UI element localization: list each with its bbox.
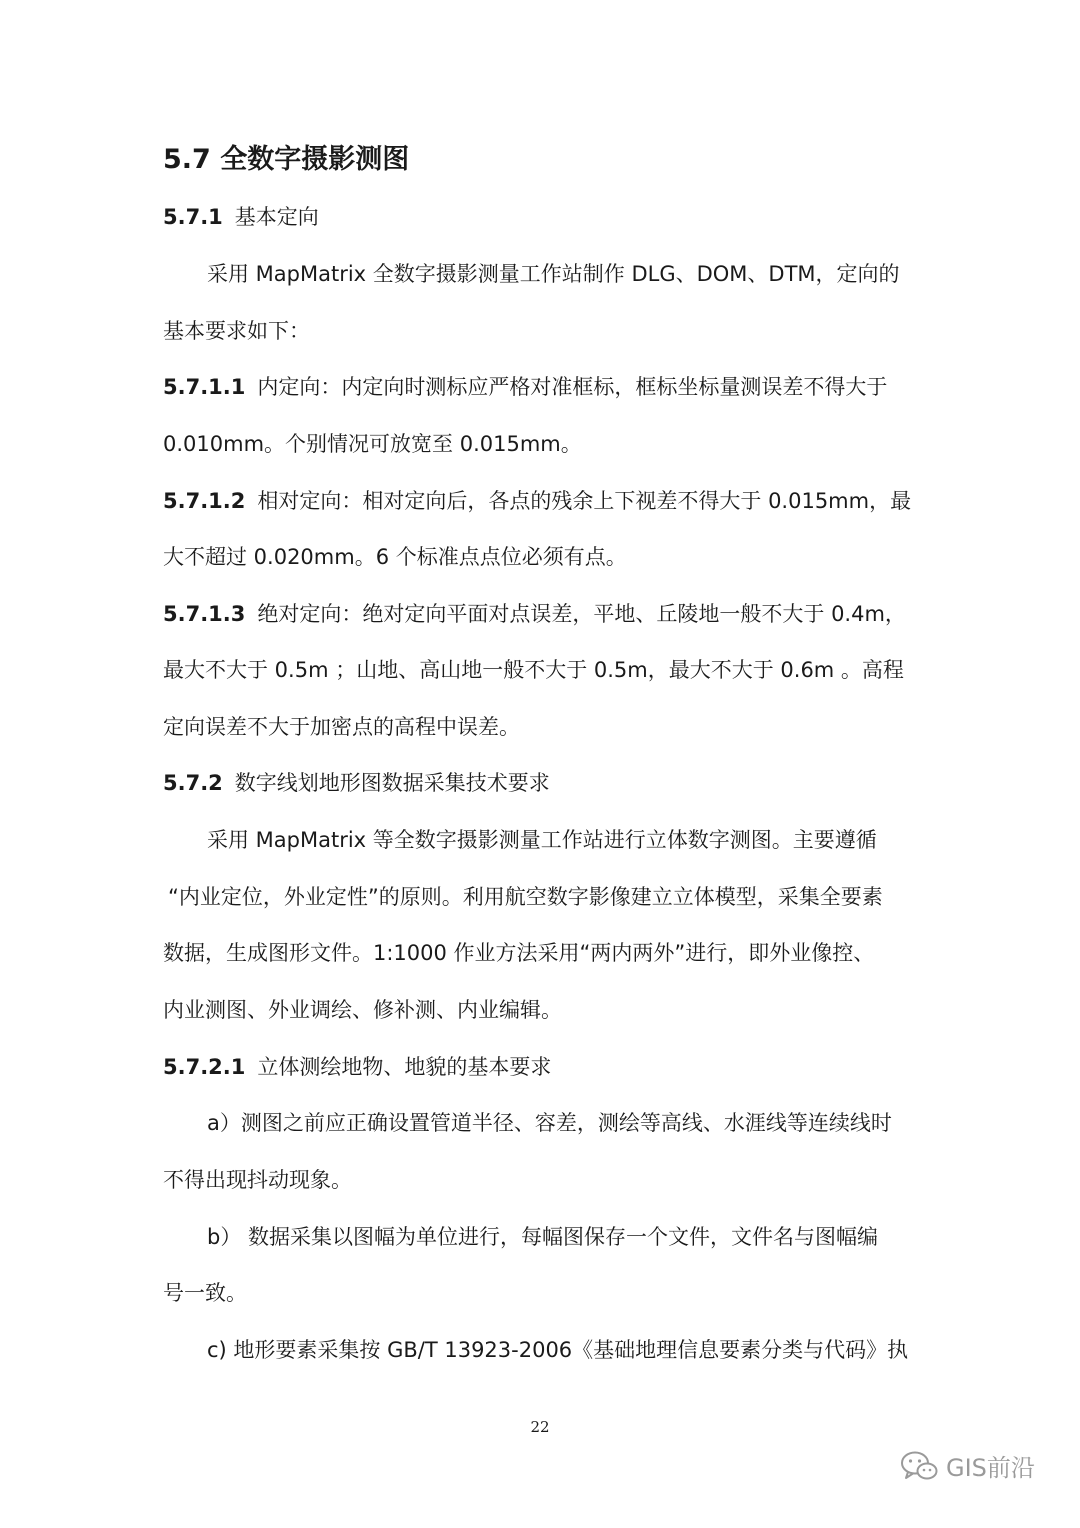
list-item-a: a）测图之前应正确设置管道半径、容差，测绘等高线、水涯线等连续线时: [207, 1111, 892, 1135]
list-item-c: c) 地形要素采集按 GB/T 13923-2006《基础地理信息要素分类与代码》执: [207, 1338, 909, 1362]
paragraph-line: 最大不大于 0.5m ；山地、高山地一般不大于 0.5m，最大不大于 0.6m 。高程: [163, 658, 904, 682]
item-5-7-2-1: [163, 1052, 551, 1082]
paragraph-line: “内业定位，外业定性”的原则。利用航空数字影像建立立体模型，采集全要素: [168, 885, 883, 909]
subsection-title: 数字线划地形图数据采集技术要求: [234, 771, 550, 795]
item-number: 5.7.1.1: [163, 375, 246, 399]
item-number: 5.7.1.3: [163, 602, 246, 626]
list-item-b: b） 数据采集以图幅为单位进行，每幅图保存一个文件，文件名与图幅编: [207, 1225, 879, 1249]
paragraph-line: 号一致。: [163, 1281, 247, 1305]
item-5-7-1-2: [163, 486, 911, 516]
subsection-number: 5.7.2: [163, 771, 223, 795]
subsection-5-7-2-heading: [163, 768, 550, 798]
wechat-icon: [900, 1450, 938, 1482]
item-text: 绝对定向：绝对定向平面对点误差，平地、丘陵地一般不大于 0.4m，: [257, 602, 906, 626]
paragraph-line: 定向误差不大于加密点的高程中误差。: [163, 715, 520, 739]
paragraph-line: 基本要求如下：: [163, 319, 310, 343]
section-heading: [163, 140, 409, 180]
item-5-7-1-1: [163, 372, 887, 402]
subsection-5-7-1-heading: [163, 202, 319, 232]
paragraph-line: 不得出现抖动现象。: [163, 1168, 352, 1192]
item-5-7-1-3: [163, 599, 906, 629]
item-number: 5.7.2.1: [163, 1055, 246, 1079]
section-title: 全数字摄影测图: [220, 144, 410, 175]
paragraph-line: 内业测图、外业调绘、修补测、内业编辑。: [163, 998, 562, 1022]
item-title: 立体测绘地物、地貌的基本要求: [257, 1055, 552, 1079]
paragraph-line: 采用 MapMatrix 全数字摄影测量工作站制作 DLG、DOM、DTM，定向的: [207, 262, 900, 286]
item-text: 相对定向：相对定向后，各点的残余上下视差不得大于 0.015mm，最: [257, 489, 912, 513]
item-number: 5.7.1.2: [163, 489, 246, 513]
paragraph-line: 数据，生成图形文件。1:1000 作业方法采用“两内两外”进行，即外业像控、: [163, 941, 875, 965]
page-number: 22: [530, 1418, 550, 1436]
item-text: 内定向：内定向时测标应严格对准框标，框标坐标量测误差不得大于: [257, 375, 888, 399]
subsection-title: 基本定向: [234, 205, 319, 229]
subsection-number: 5.7.1: [163, 205, 223, 229]
watermark-text: GIS前沿: [946, 1454, 1035, 1482]
paragraph-line: 采用 MapMatrix 等全数字摄影测量工作站进行立体数字测图。主要遵循: [207, 828, 877, 852]
watermark: [900, 1448, 1035, 1483]
paragraph-line: 0.010mm。个别情况可放宽至 0.015mm。: [163, 432, 582, 456]
section-number: 5.7: [163, 144, 211, 175]
paragraph-line: 大不超过 0.020mm。6 个标准点点位必须有点。: [163, 545, 627, 569]
